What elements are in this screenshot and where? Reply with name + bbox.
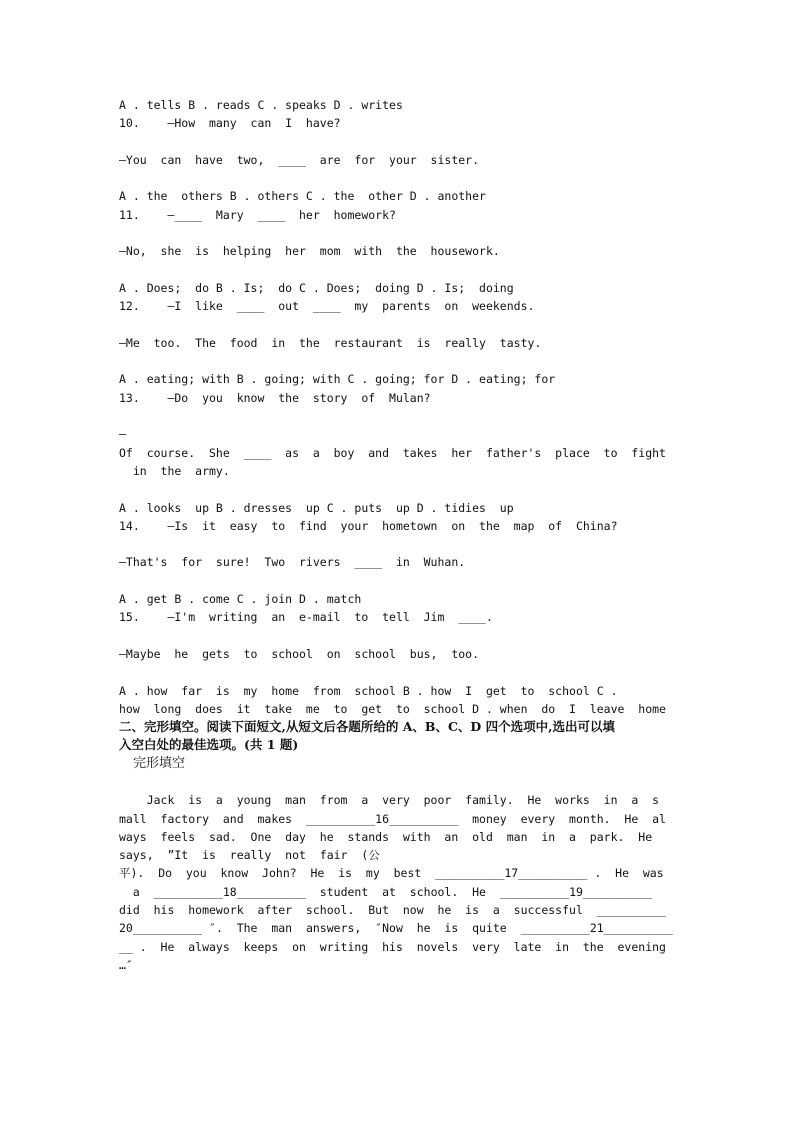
spacer	[119, 773, 675, 791]
blank-16[interactable]: __________16__________	[305, 811, 459, 826]
spacer	[119, 224, 675, 242]
passage-text: mall factory and makes	[119, 811, 306, 826]
passage-line-8	[119, 919, 675, 937]
q13-answer-line2: in the army.	[119, 463, 230, 478]
q11-stem: 11. —____ Mary ____ her homework?	[119, 207, 396, 222]
passage-line-9: __ . He always keeps on writing his novels very late in the evening	[119, 939, 666, 954]
blank-17[interactable]: __________17__________	[435, 866, 588, 881]
passage-line-10: …″	[119, 957, 133, 972]
spacer	[119, 663, 675, 681]
q13-answer-line1: Of course. She ____ as a boy and takes her father's place to fight	[119, 445, 666, 460]
blank-19[interactable]: __________19__________	[499, 884, 653, 899]
passage-text: money every month. He al	[458, 811, 666, 826]
passage-text: did his homework after school. But now he is a successful	[119, 903, 597, 918]
q15-stem: 15. —I'm writing an e-mail to tell Jim ____.	[119, 610, 493, 625]
passage-text: 平). Do you know John? He is my best	[119, 866, 436, 881]
q12-stem: 12. —I like ____ out ____ my parents on weekends.	[119, 299, 535, 314]
blank-21[interactable]: __________21__________	[520, 921, 673, 936]
spacer	[119, 407, 675, 425]
q10-options: A . the others B . others C . the other D . another	[119, 189, 486, 204]
blank-20-start[interactable]: __________	[596, 903, 666, 918]
q12-options: A . eating; with B . going; with C . going; for D . eating; for	[119, 372, 556, 387]
passage-text: ″. The man answers, ″Now he is quite	[202, 921, 521, 936]
q12-answer: —Me too. The food in the restaurant is really tasty.	[119, 335, 542, 350]
q14-answer: —That's for sure! Two rivers ____ in Wuhan.	[119, 555, 466, 570]
q11-answer: —No, she is helping her mom with the housework.	[119, 244, 500, 259]
q13-dash: —	[119, 427, 126, 442]
spacer	[119, 572, 675, 590]
section-heading-line2: 入空白处的最佳选项。(共 1 题)	[119, 737, 299, 753]
spacer	[119, 535, 675, 553]
section-heading-line1: 二、完形填空。阅读下面短文,从短文后各题所给的 A、B、C、D 四个选项中,选出可以填	[119, 719, 615, 735]
spacer	[119, 480, 675, 498]
passage-line-6	[119, 883, 675, 901]
q13-options: A . looks up B . dresses up C . puts up D . tidies up	[119, 500, 514, 515]
passage-text: a	[119, 884, 154, 899]
q11-options: A . Does; do B . Is; do C . Does; doing D . Is; doing	[119, 280, 514, 295]
q14-stem: 14. —Is it easy to find your hometown on the map of China?	[119, 518, 618, 533]
spacer	[119, 627, 675, 645]
q10-stem: 10. —How many can I have?	[119, 116, 341, 131]
document-page	[119, 96, 675, 974]
q14-options: A . get B . come C . join D . match	[119, 592, 362, 607]
passage-line-4: says, ”It is really not fair (公	[119, 848, 380, 863]
passage-line-1: Jack is a young man from a very poor family. He works in a s	[119, 793, 660, 808]
passage-line-2	[119, 810, 675, 828]
cloze-subheading: 完形填空	[133, 755, 186, 771]
spacer	[119, 352, 675, 370]
spacer	[119, 316, 675, 334]
passage-text: . He was	[587, 866, 664, 881]
blank-18[interactable]: __________18__________	[153, 884, 306, 899]
passage-line-3: ways feels sad. One day he stands with an old man in a park. He	[119, 829, 653, 844]
spacer	[119, 169, 675, 187]
spacer	[119, 261, 675, 279]
q15-options-line2: how long does it take me to get to school D . when do I leave home	[119, 701, 666, 716]
passage-line-5	[119, 864, 675, 882]
passage-text: student at school. He	[305, 884, 500, 899]
q9-options: A . tells B . reads C . speaks D . writes	[119, 98, 403, 112]
q13-stem: 13. —Do you know the story of Mulan?	[119, 390, 431, 405]
blank-20-end[interactable]: 20__________	[119, 921, 203, 936]
q10-answer: —You can have two, ____ are for your sister.	[119, 152, 480, 167]
q15-answer: —Maybe he gets to school on school bus, too.	[119, 646, 480, 661]
q15-options-line1: A . how far is my home from school B . how I get to school C .	[119, 683, 618, 698]
spacer	[119, 133, 675, 151]
passage-line-7	[119, 901, 675, 919]
